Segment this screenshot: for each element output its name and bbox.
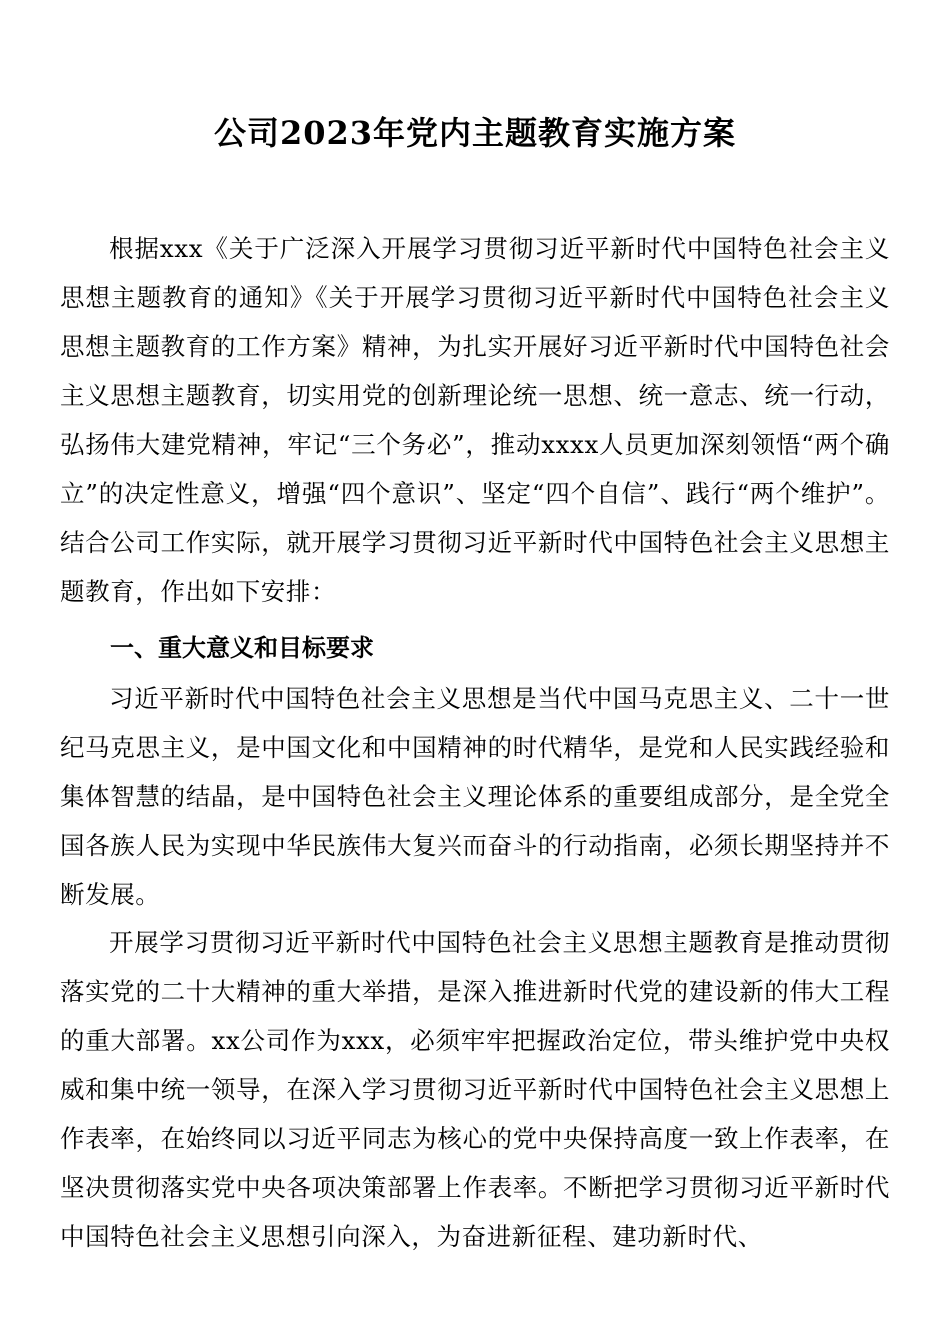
paragraph-significance: 习近平新时代中国特色社会主义思想是当代中国马克思主义、二十一世纪马克思主义，是中国文化和中国精神的时代精华，是党和人民实践经验和集体智慧的结晶，是中国特色社会主义理论体系的重要组成部分，是全党全国各族人民为实现中华民族伟大复兴而奋斗的行动指南，必须长期坚持并不断发展。 <box>60 684 890 909</box>
paragraph-importance: 开展学习贯彻习近平新时代中国特色社会主义思想主题教育是推动贯彻落实党的二十大精神的重大举措，是深入推进新时代党的建设新的伟大工程的重大部署。xx公司作为xxx，必须牢牢把握政治定位，带头维护党中央权威和集中统一领导，在深入学习贯彻习近平新时代中国特色社会主义思想上作表率，在始终同以习近平同志为核心的党中央保持高度一致上作表率，在坚决贯彻落实党中央各项决策部署上作表率。不断把学习贯彻习近平新时代中国特色社会主义思想引向深入，为奋进新征程、建功新时代、 <box>60 928 890 1251</box>
paragraph-intro: 根据xxx《关于广泛深入开展学习贯彻习近平新时代中国特色社会主义思想主题教育的通知》《关于开展学习贯彻习近平新时代中国特色社会主义思想主题教育的工作方案》精神，为扎实开展好习近平新时代中国特色社会主义思想主题教育，切实用党的创新理论统一思想、统一意志、统一行动，弘扬伟大建党精神，牢记“三个务必”，推动xxxx人员更加深刻领悟“两个确立”的决定性意义，增强“四个意识”、坚定“四个自信”、践行“两个维护”。结合公司工作实际，就开展学习贯彻习近平新时代中国特色社会主义思想主题教育，作出如下安排： <box>60 234 890 606</box>
section-heading-1: 一、重大意义和目标要求 <box>110 634 374 662</box>
document-title: 公司2023年党内主题教育实施方案 <box>213 114 737 153</box>
